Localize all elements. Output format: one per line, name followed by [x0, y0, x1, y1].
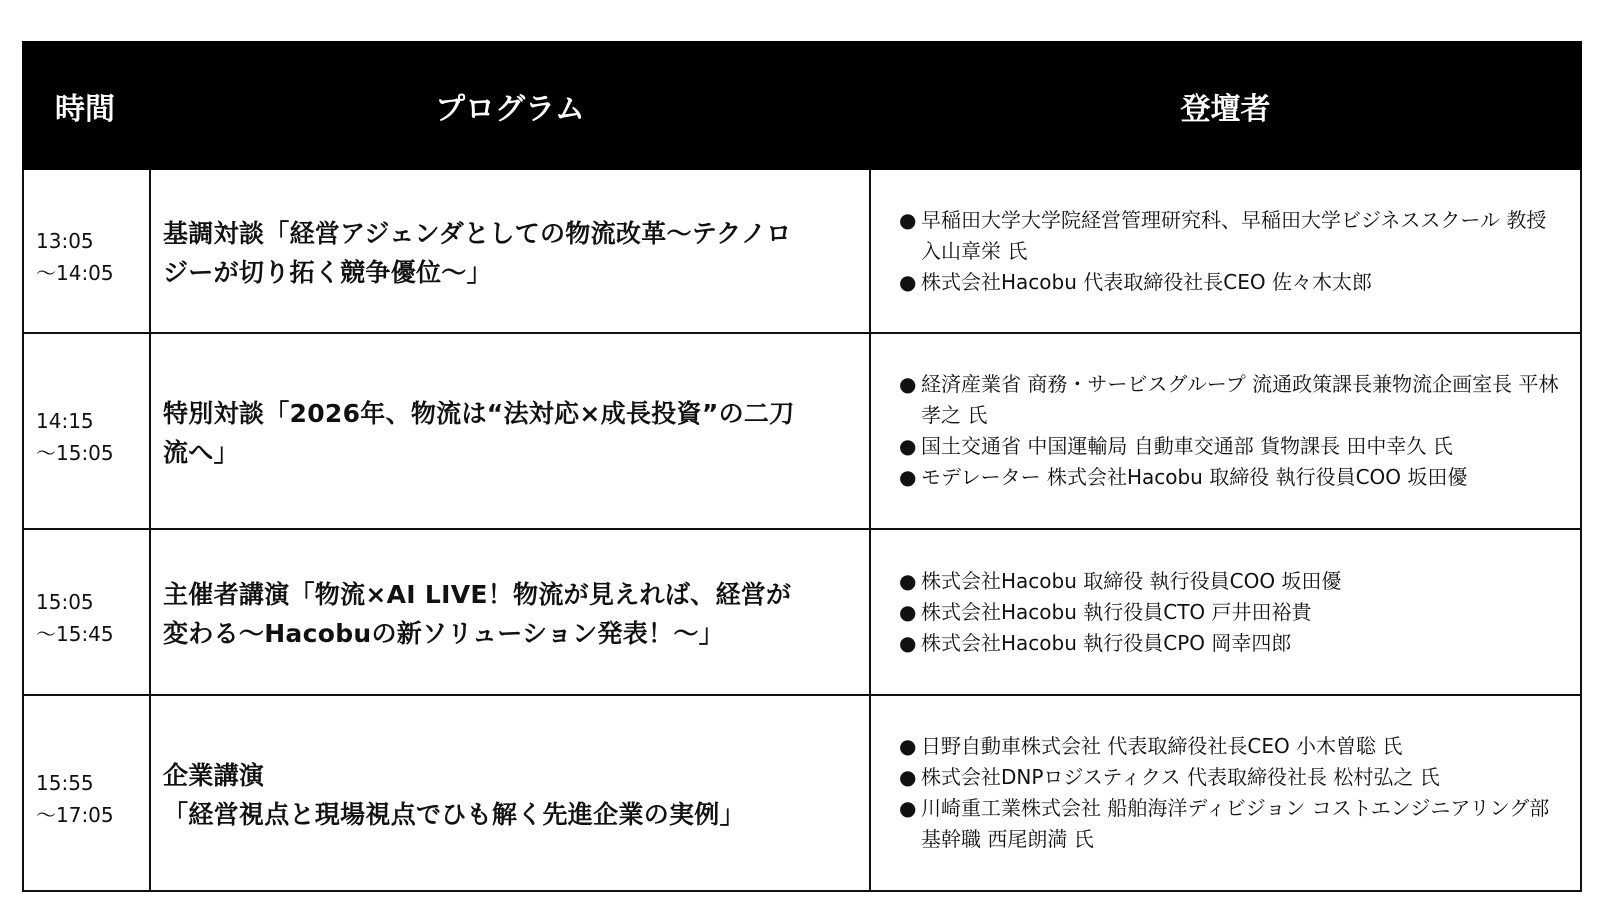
bullet-icon: ●: [899, 434, 917, 458]
speakers-cell: [870, 333, 1581, 529]
table-body: [23, 169, 1581, 891]
time-start: 15:05: [36, 590, 94, 614]
time-end: 〜14:05: [36, 261, 114, 285]
bullet-icon: ●: [899, 465, 917, 489]
speaker-list: [895, 731, 1570, 855]
bullet-icon: ●: [899, 734, 917, 758]
speaker-text: 川崎重工業株式会社 船舶海洋ディビジョン コストエンジニアリング部 基幹職 西尾朗満 氏: [921, 796, 1550, 851]
speaker-item: [895, 431, 1570, 462]
speaker-item: [895, 597, 1570, 628]
program-title-line: 特別対談「2026年、物流は“法対応×成長投資”の二刀: [163, 399, 795, 428]
bullet-icon: ●: [899, 269, 917, 294]
bullet-icon: ●: [899, 765, 917, 789]
speakers-cell: [870, 169, 1581, 333]
header-time: 時間: [23, 42, 150, 169]
bullet-icon: ●: [899, 207, 917, 232]
time-start: 14:15: [36, 409, 94, 433]
table-row: [23, 695, 1581, 891]
program-cell: [150, 695, 870, 891]
time-start: 13:05: [36, 229, 94, 253]
header-program: プログラム: [150, 42, 870, 169]
speaker-text: 国土交通省 中国運輸局 自動車交通部 貨物課長 田中幸久 氏: [921, 434, 1453, 458]
speaker-text: 早稲田大学大学院経営管理研究科、早稲田大学ビジネススクール 教授 入山章栄 氏: [921, 207, 1547, 263]
program-cell: [150, 333, 870, 529]
program-title-line: 流へ」: [163, 438, 239, 467]
speaker-item: [895, 462, 1570, 493]
speakers-cell: [870, 695, 1581, 891]
program-title-line: 変わる〜Hacobuの新ソリューション発表！〜」: [163, 619, 724, 648]
speaker-item: [895, 731, 1570, 762]
speakers-cell: [870, 529, 1581, 695]
schedule-container: [22, 41, 1580, 892]
speaker-item: [895, 762, 1570, 793]
table-row: [23, 529, 1581, 695]
speaker-list: [895, 205, 1570, 298]
time-end: 〜15:05: [36, 441, 114, 465]
bullet-icon: ●: [899, 372, 917, 396]
speaker-text: 日野自動車株式会社 代表取締役社長CEO 小木曽聡 氏: [921, 734, 1403, 758]
speaker-item: [895, 267, 1570, 298]
header-speakers: 登壇者: [870, 42, 1581, 169]
table-row: [23, 169, 1581, 333]
time-cell: [23, 695, 150, 891]
schedule-table: [22, 41, 1582, 892]
program-title-line: 基調対談「経営アジェンダとしての物流改革〜テクノロ: [163, 219, 792, 248]
speaker-item: [895, 369, 1570, 431]
time-cell: [23, 333, 150, 529]
bullet-icon: ●: [899, 630, 917, 655]
bullet-icon: ●: [899, 599, 917, 624]
speaker-item: [895, 793, 1570, 855]
speaker-text: モデレーター 株式会社Hacobu 取締役 執行役員COO 坂田優: [921, 465, 1468, 489]
time-end: 〜17:05: [36, 803, 114, 827]
speaker-text: 株式会社Hacobu 代表取締役社長CEO 佐々木太郎: [921, 269, 1372, 294]
program-title-line: 企業講演: [163, 761, 265, 790]
time-cell: [23, 529, 150, 695]
bullet-icon: ●: [899, 796, 917, 820]
speaker-list: [895, 566, 1570, 659]
time-cell: [23, 169, 150, 333]
speaker-text: 株式会社Hacobu 執行役員CTO 戸井田裕貴: [921, 599, 1312, 624]
time-start: 15:55: [36, 771, 94, 795]
program-title-line: ジーが切り拓く競争優位〜」: [163, 258, 492, 287]
speaker-item: [895, 628, 1570, 659]
speaker-item: [895, 205, 1570, 267]
program-title-line: 「経営視点と現場視点でひも解く先進企業の実例」: [163, 800, 745, 829]
program-cell: [150, 169, 870, 333]
table-header: [23, 42, 1581, 169]
speaker-text: 経済産業省 商務・サービスグループ 流通政策課長兼物流企画室長 平林孝之 氏: [921, 372, 1559, 427]
bullet-icon: ●: [899, 568, 917, 593]
speaker-text: 株式会社Hacobu 取締役 執行役員COO 坂田優: [921, 568, 1342, 593]
speaker-text: 株式会社DNPロジスティクス 代表取締役社長 松村弘之 氏: [921, 765, 1440, 789]
header-row: [23, 42, 1581, 169]
time-end: 〜15:45: [36, 622, 114, 646]
table-row: [23, 333, 1581, 529]
program-cell: [150, 529, 870, 695]
speaker-list: [895, 369, 1570, 493]
speaker-text: 株式会社Hacobu 執行役員CPO 岡幸四郎: [921, 630, 1292, 655]
program-title-line: 主催者講演「物流×AI LIVE！物流が見えれば、経営が: [163, 580, 792, 609]
speaker-item: [895, 566, 1570, 597]
